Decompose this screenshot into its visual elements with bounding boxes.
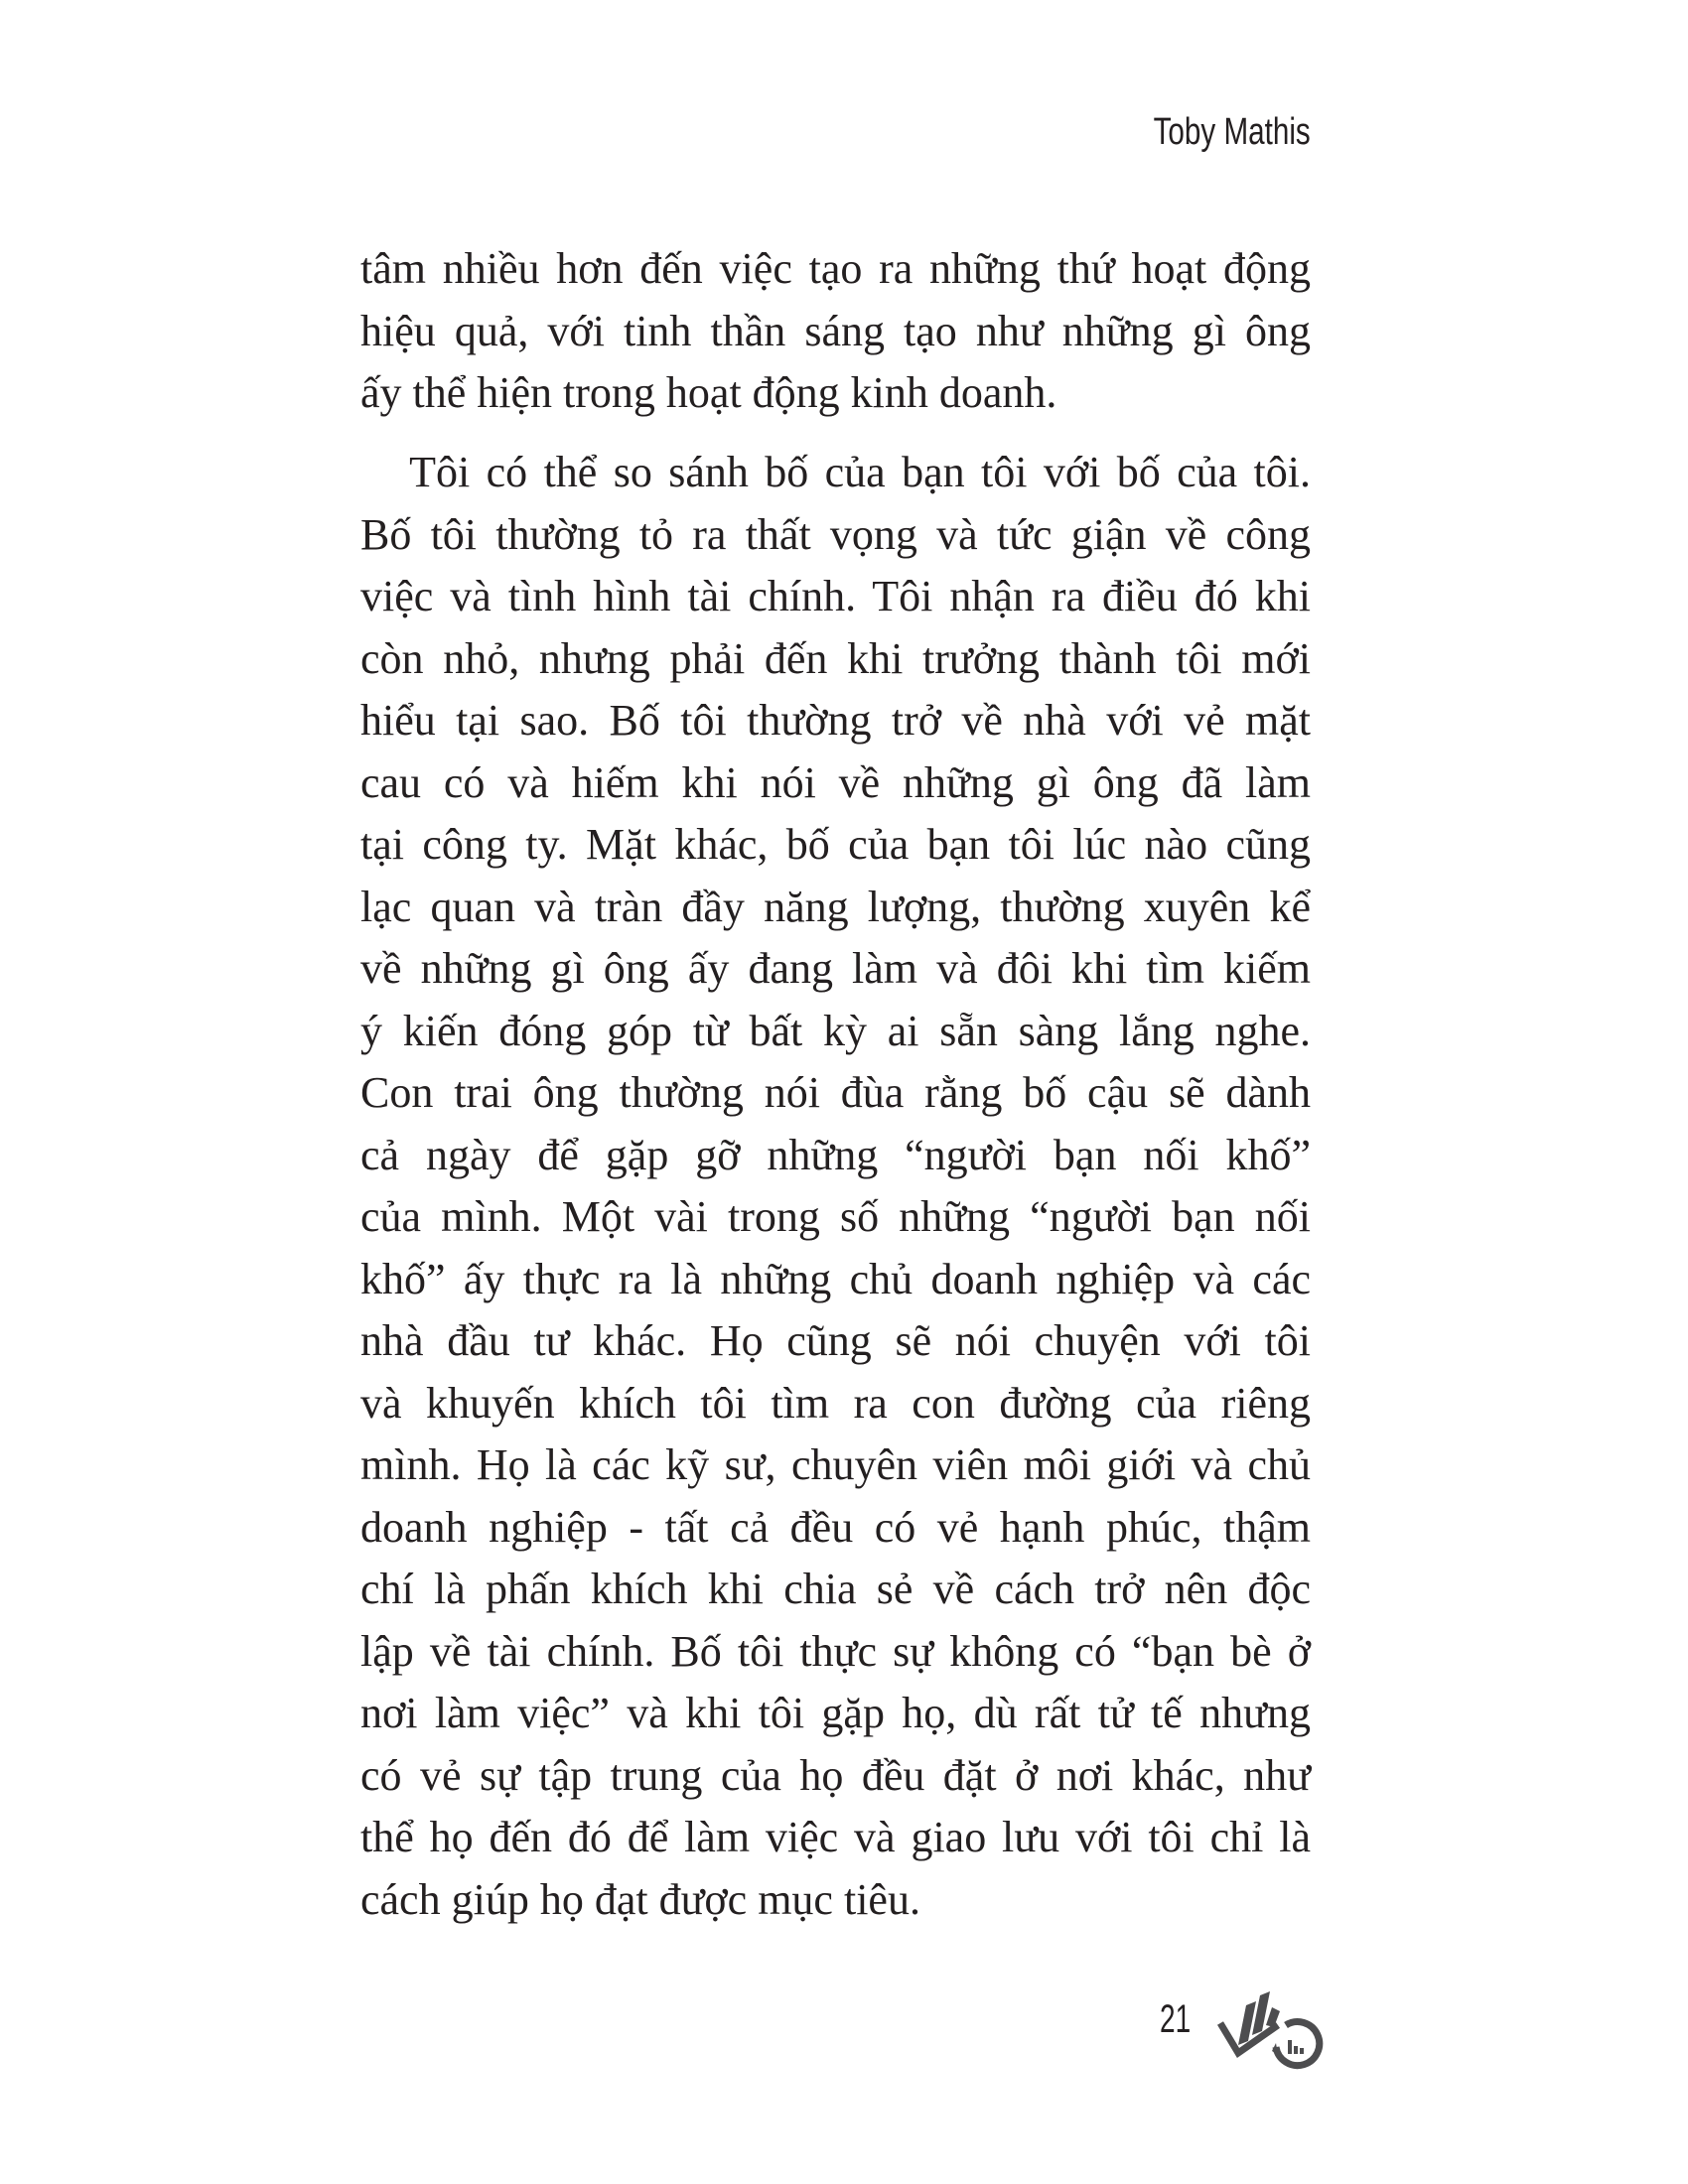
text-line: và khuyến khích tôi tìm ra con đường của riêng: [360, 1378, 1311, 1428]
text-line: doanh nghiệp - tất cả đều có vẻ hạnh phúc, thậm: [360, 1502, 1311, 1552]
text-line: ý kiến đóng góp từ bất kỳ ai sẵn sàng lắng nghe.: [360, 1006, 1311, 1055]
text-line: thể họ đến đó để làm việc và giao lưu với tôi chỉ là: [360, 1813, 1311, 1861]
text-line: tâm nhiều hơn đến việc tạo ra những thứ hoạt động: [360, 244, 1311, 293]
text-line: lập về tài chính. Bố tôi thực sự không có “bạn bè ở: [360, 1626, 1311, 1676]
text-line: cả ngày để gặp gỡ những “người bạn nối khố”: [360, 1130, 1311, 1179]
text-line: lạc quan và tràn đầy năng lượng, thường xuyên kể: [360, 882, 1311, 931]
chart-check-cycle-logo-icon: [1216, 1985, 1326, 2085]
text-line: hiệu quả, với tinh thần sáng tạo như những gì ông: [360, 306, 1311, 355]
text-line: hiểu tại sao. Bố tôi thường trở về nhà với vẻ mặt: [360, 696, 1311, 745]
paragraph-1: [360, 238, 1311, 425]
text-line: cau có và hiếm khi nói về những gì ông đã làm: [360, 757, 1311, 807]
text-line: việc và tình hình tài chính. Tôi nhận ra điều đó khi: [360, 572, 1311, 620]
text-line: Con trai ông thường nói đùa rằng bố cậu sẽ dành: [360, 1068, 1311, 1117]
text-line: còn nhỏ, nhưng phải đến khi trưởng thành tôi mới: [360, 633, 1311, 683]
text-line: tại công ty. Mặt khác, bố của bạn tôi lúc nào cũng: [360, 820, 1311, 869]
text-line: khố” ấy thực ra là những chủ doanh nghiệp và các: [360, 1254, 1311, 1303]
running-header-author: Toby Mathis: [1153, 111, 1311, 153]
text-line: nhà đầu tư khác. Họ cũng sẽ nói chuyện với tôi: [360, 1316, 1311, 1365]
text-line: cách giúp họ đạt được mục tiêu.: [360, 1874, 920, 1924]
paragraph-2: [360, 442, 1311, 1931]
text-line: mình. Họ là các kỹ sư, chuyên viên môi giới và chủ: [360, 1440, 1311, 1489]
text-line: của mình. Một vài trong số những “người bạn nối: [360, 1192, 1311, 1241]
text-line: có vẻ sự tập trung của họ đều đặt ở nơi khác, như: [360, 1750, 1311, 1800]
text-line: Tôi có thể so sánh bố của bạn tôi với bố của tôi.: [360, 448, 1311, 496]
text-line: ấy thể hiện trong hoạt động kinh doanh.: [360, 368, 1057, 417]
text-line: Bố tôi thường tỏ ra thất vọng và tức giận về công: [360, 509, 1311, 559]
page-number: 21: [1160, 1997, 1192, 2041]
text-line: về những gì ông ấy đang làm và đôi khi tìm kiếm: [360, 944, 1311, 993]
text-line: nơi làm việc” và khi tôi gặp họ, dù rất tử tế nhưng: [360, 1689, 1311, 1737]
text-line: chí là phấn khích khi chia sẻ về cách trở nên độc: [360, 1565, 1311, 1613]
